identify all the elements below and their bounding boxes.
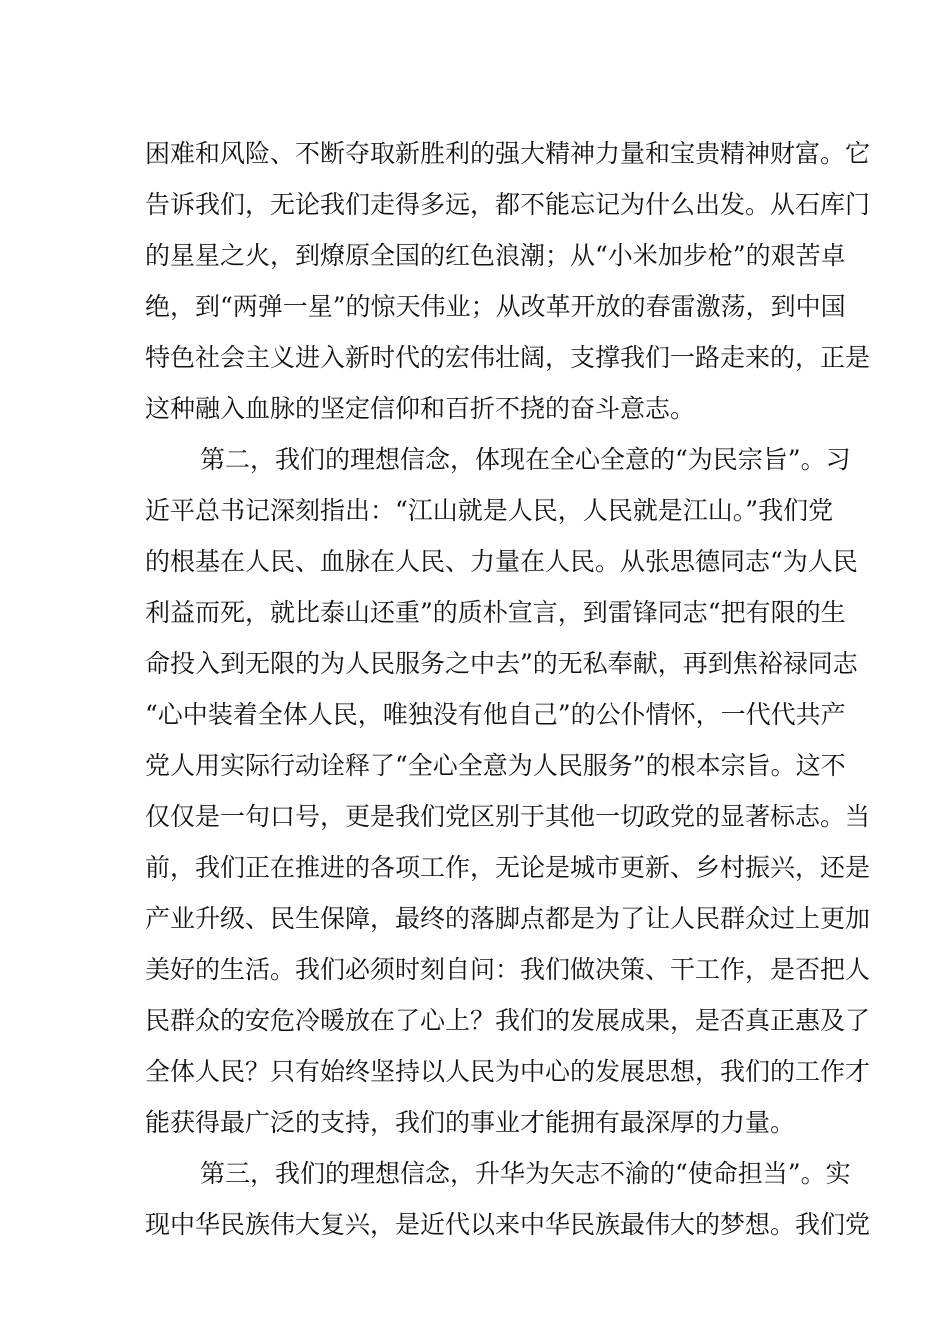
text-line: “心中装着全体人民，唯独没有他自己”的公仆情怀，一代代共产 bbox=[145, 700, 846, 729]
text-line: 产业升级、民生保障，最终的落脚点都是为了让人民群众过上更加 bbox=[145, 904, 871, 933]
text-line: 现中华民族伟大复兴，是近代以来中华民族最伟大的梦想。我们党 bbox=[145, 1210, 871, 1239]
text-line: 党人用实际行动诠释了“全心全意为人民服务”的根本宗旨。这不 bbox=[145, 751, 846, 780]
text-line: 的根基在人民、血脉在人民、力量在人民。从张思德同志“为人民 bbox=[145, 547, 858, 576]
text-line: 近平总书记深刻指出：“江山就是人民，人民就是江山。”我们党 bbox=[145, 496, 834, 525]
text-line: 特色社会主义进入新时代的宏伟壮阔，支撑我们一路走来的，正是 bbox=[145, 343, 871, 372]
text-line: 告诉我们，无论我们走得多远，都不能忘记为什么出发。从石库门 bbox=[145, 190, 871, 219]
text-line: 命投入到无限的为人民服务之中去”的无私奉献，再到焦裕禄同志 bbox=[145, 649, 858, 678]
text-line: 困难和风险、不断夺取新胜利的强大精神力量和宝贵精神财富。它 bbox=[145, 139, 871, 168]
text-line: 绝，到“两弹一星”的惊天伟业；从改革开放的春雷激荡，到中国 bbox=[145, 292, 846, 321]
text-line: 民群众的安危冷暖放在了心上？我们的发展成果，是否真正惠及了 bbox=[145, 1006, 871, 1035]
document-body bbox=[145, 128, 871, 1250]
text-line: 全体人民？只有始终坚持以人民为中心的发展思想，我们的工作才 bbox=[145, 1057, 871, 1086]
paragraph-start-line: 第三，我们的理想信念，升华为矢志不渝的“使命担当”。实 bbox=[200, 1159, 851, 1188]
text-line: 仅仅是一句口号，更是我们党区别于其他一切政党的显著标志。当 bbox=[145, 802, 871, 831]
text-line: 美好的生活。我们必须时刻自问：我们做决策、干工作，是否把人 bbox=[145, 955, 871, 984]
text-line: 的星星之火，到燎原全国的红色浪潮；从“小米加步枪”的艰苦卓 bbox=[145, 241, 846, 270]
paragraph-start-line: 第二，我们的理想信念，体现在全心全意的“为民宗旨”。习 bbox=[200, 445, 851, 474]
text-line: 前，我们正在推进的各项工作，无论是城市更新、乡村振兴，还是 bbox=[145, 853, 871, 882]
text-line: 这种融入血脉的坚定信仰和百折不挠的奋斗意志。 bbox=[145, 394, 696, 423]
text-line: 能获得最广泛的支持，我们的事业才能拥有最深厚的力量。 bbox=[145, 1108, 796, 1137]
text-line: 利益而死，就比泰山还重”的质朴宣言，到雷锋同志“把有限的生 bbox=[145, 598, 846, 627]
